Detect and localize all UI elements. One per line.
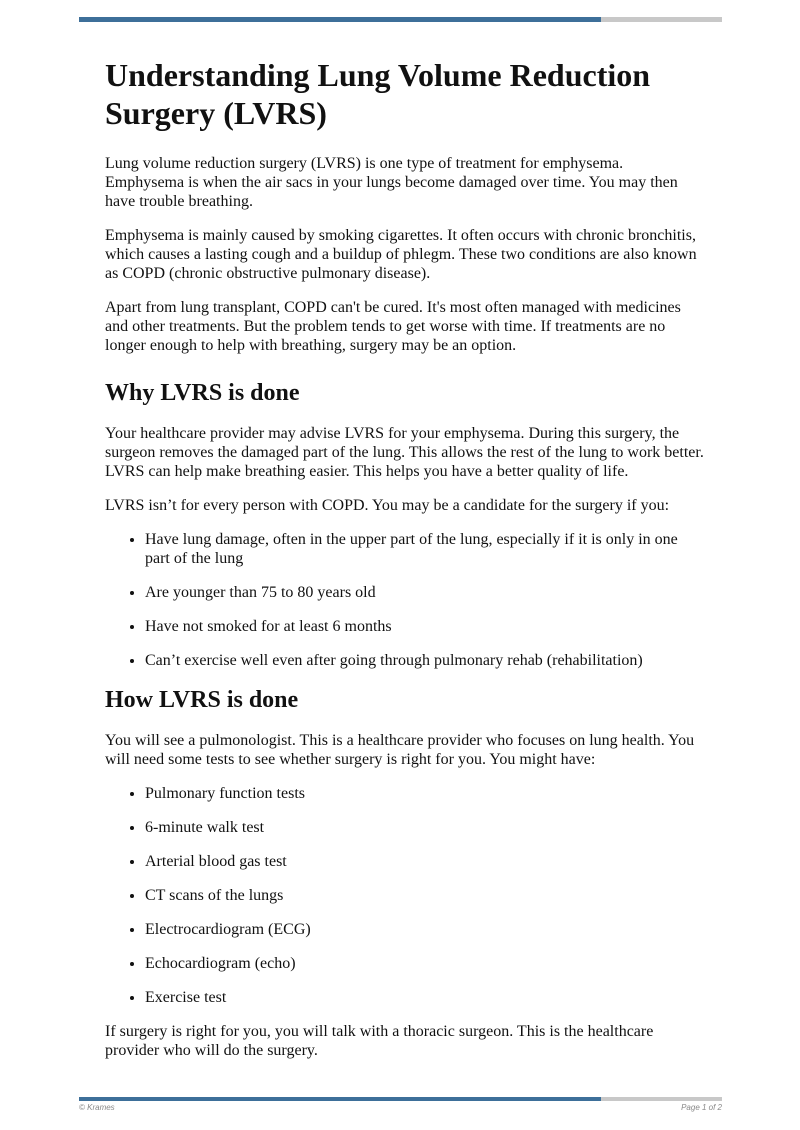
- why-paragraph: LVRS isn’t for every person with COPD. You may be a candidate for the surgery if you:: [105, 497, 670, 514]
- section-heading-how: How LVRS is done: [105, 687, 299, 713]
- intro-paragraph: Lung volume reduction surgery (LVRS) is one type of treatment for emphysema. Emphysema is when the air sacs in your lungs become damaged over time. You may then have trouble breathing.: [105, 155, 678, 210]
- footer-copyright: © Krames: [79, 1103, 115, 1112]
- list-item: • Pulmonary function tests: [145, 784, 705, 803]
- list-item: • 6-minute walk test: [145, 818, 705, 837]
- header-rule-accent: [79, 17, 601, 22]
- tests-list: [105, 784, 705, 1007]
- document-body: [105, 56, 705, 1075]
- intro-paragraph: Emphysema is mainly caused by smoking cigarettes. It often occurs with chronic bronchitis, which causes a lasting cough and a buildup of phlegm. These two conditions are also known as COPD (chronic obstructive pulmonary disease).: [105, 227, 697, 282]
- footer-page-number: Page 1 of 2: [681, 1103, 722, 1112]
- list-item: • Are younger than 75 to 80 years old: [145, 583, 705, 602]
- how-closing-paragraph: If surgery is right for you, you will talk with a thoracic surgeon. This is the healthcare provider who will do the surgery.: [105, 1023, 654, 1059]
- section-gap: [105, 370, 705, 378]
- how-paragraph: You will see a pulmonologist. This is a healthcare provider who focuses on lung health. You will need some tests to see whether surgery is right for you. You might have:: [105, 732, 695, 768]
- why-paragraph: Your healthcare provider may advise LVRS for your emphysema. During this surgery, the surgeon removes the damaged part of the lung. This allows the rest of the lung to work better. LVRS can help make breathing easier. This helps you have a better quality of life.: [105, 425, 704, 480]
- section-heading-why: Why LVRS is done: [105, 380, 300, 406]
- footer-rule-accent: [79, 1097, 601, 1101]
- candidate-list: [105, 530, 705, 670]
- list-item: • Echocardiogram (echo): [145, 954, 705, 973]
- list-item: • Can’t exercise well even after going through pulmonary rehab (rehabilitation): [145, 651, 705, 670]
- list-item: • Arterial blood gas test: [145, 852, 705, 871]
- header-rule: [79, 17, 722, 22]
- list-item: • Electrocardiogram (ECG): [145, 920, 705, 939]
- list-item: • CT scans of the lungs: [145, 886, 705, 905]
- footer-rule: [79, 1097, 722, 1101]
- list-item: • Exercise test: [145, 988, 705, 1007]
- intro-paragraph: Apart from lung transplant, COPD can't be cured. It's most often managed with medicines and other treatments. But the problem tends to get worse with time. If treatments are no longer enough to help with breathing, surgery may be an option.: [105, 299, 681, 354]
- list-item: • Have not smoked for at least 6 months: [145, 617, 705, 636]
- list-item: • Have lung damage, often in the upper part of the lung, especially if it is only in one part of the lung: [145, 530, 705, 568]
- page-title: Understanding Lung Volume Reduction Surgery (LVRS): [105, 57, 651, 131]
